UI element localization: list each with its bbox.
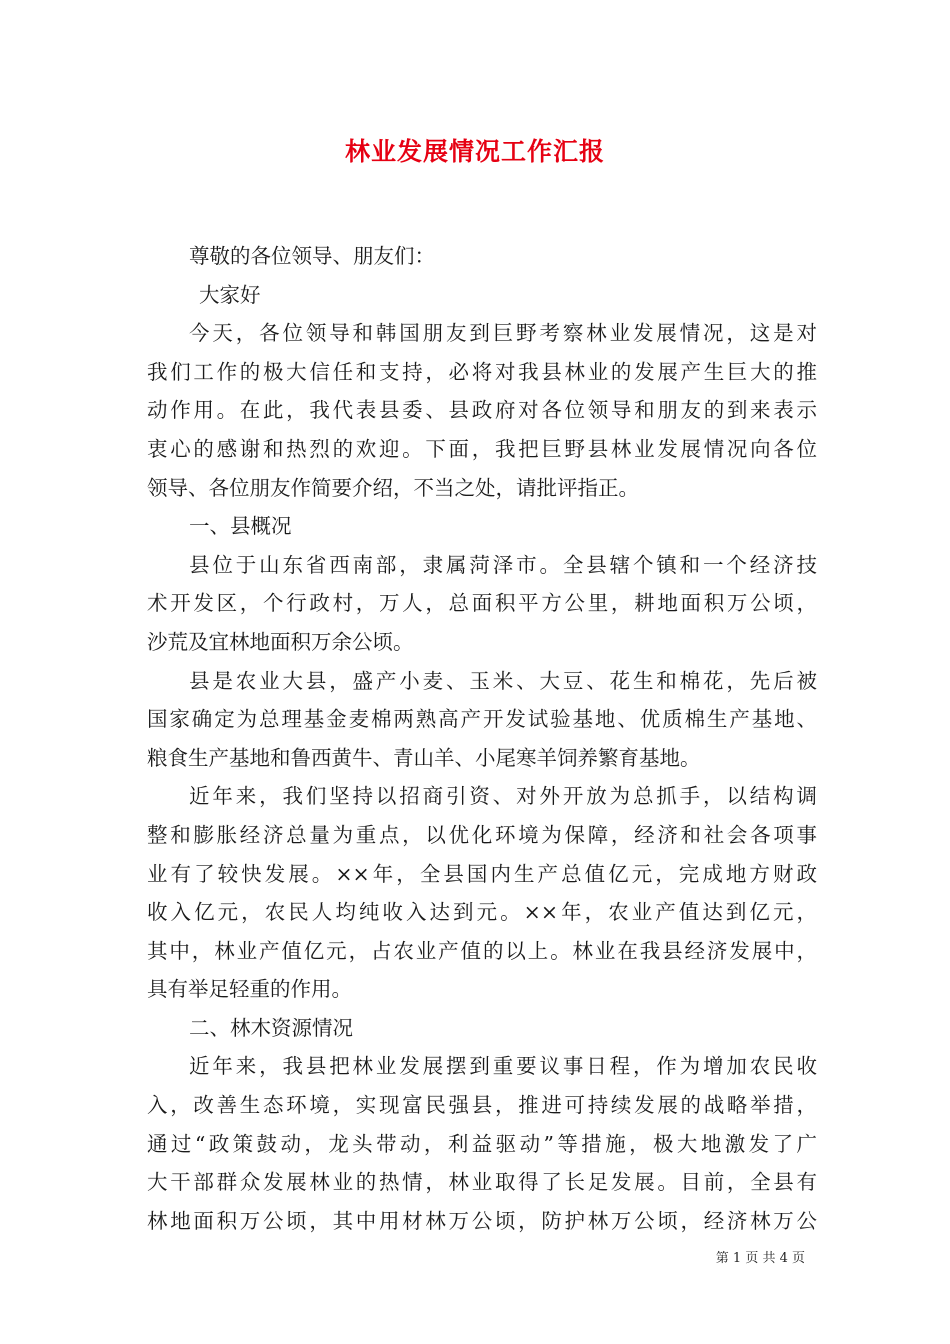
- paragraph-line: 我们工作的极大信任和支持，必将对我县林业的发展产生巨大的推: [147, 359, 817, 384]
- paragraph-line: 国家确定为总理基金麦棉两熟高产开发试验基地、优质棉生产基地、: [147, 707, 817, 732]
- paragraph-line: 县是农业大县，盛产小麦、玉米、大豆、花生和棉花，先后被: [189, 668, 817, 693]
- paragraph-line: 术开发区，个行政村，万人，总面积平方公里，耕地面积万公顷，: [147, 591, 817, 616]
- page-number-footer: 第 1 页 共 4 页: [715, 1251, 805, 1266]
- section-heading: 二、林木资源情况: [189, 1015, 353, 1040]
- paragraph-line: 通过“政策鼓动，龙头带动，利益驱动”等措施，极大地激发了广: [147, 1131, 817, 1156]
- hello-line: 大家好: [199, 282, 261, 307]
- paragraph-line: 其中，林业产值亿元，占农业产值的以上。林业在我县经济发展中，: [147, 938, 817, 963]
- paragraph-line: 领导、各位朋友作简要介绍，不当之处，请批评指正。: [147, 475, 639, 500]
- paragraph-line: 粮食生产基地和鲁西黄牛、青山羊、小尾寒羊饲养繁育基地。: [147, 745, 701, 770]
- paragraph-line: 大干部群众发展林业的热情，林业取得了长足发展。目前，全县有: [147, 1170, 817, 1195]
- paragraph-line: 林地面积万公顷，其中用材林万公顷，防护林万公顷，经济林万公: [147, 1208, 817, 1233]
- paragraph-line: 衷心的感谢和热烈的欢迎。下面，我把巨野县林业发展情况向各位: [147, 436, 817, 461]
- paragraph-line: 今天，各位领导和韩国朋友到巨野考察林业发展情况，这是对: [189, 321, 817, 346]
- paragraph-line: 业有了较快发展。××年，全县国内生产总值亿元，完成地方财政: [147, 861, 817, 886]
- document-body: [147, 237, 817, 1240]
- document-title: 林业发展情况工作汇报: [344, 137, 605, 166]
- paragraph-line: 入，改善生态环境，实现富民强县，推进可持续发展的战略举措，: [147, 1093, 817, 1118]
- paragraph-line: 近年来，我县把林业发展摆到重要议事日程，作为增加农民收: [189, 1054, 817, 1079]
- paragraph-line: 具有举足轻重的作用。: [147, 977, 352, 1002]
- paragraph-line: 沙荒及宜林地面积万余公顷。: [147, 629, 414, 654]
- section-heading: 一、县概况: [189, 514, 292, 539]
- paragraph-line: 动作用。在此，我代表县委、县政府对各位领导和朋友的到来表示: [147, 398, 817, 423]
- paragraph-line: 收入亿元，农民人均纯收入达到元。××年，农业产值达到亿元，: [147, 900, 817, 925]
- paragraph-line: 近年来，我们坚持以招商引资、对外开放为总抓手，以结构调: [189, 784, 817, 809]
- paragraph-line: 县位于山东省西南部，隶属菏泽市。全县辖个镇和一个经济技: [189, 552, 817, 577]
- paragraph-line: 整和膨胀经济总量为重点，以优化环境为保障，经济和社会各项事: [147, 822, 817, 847]
- greeting-line: 尊敬的各位领导、朋友们：: [189, 244, 435, 268]
